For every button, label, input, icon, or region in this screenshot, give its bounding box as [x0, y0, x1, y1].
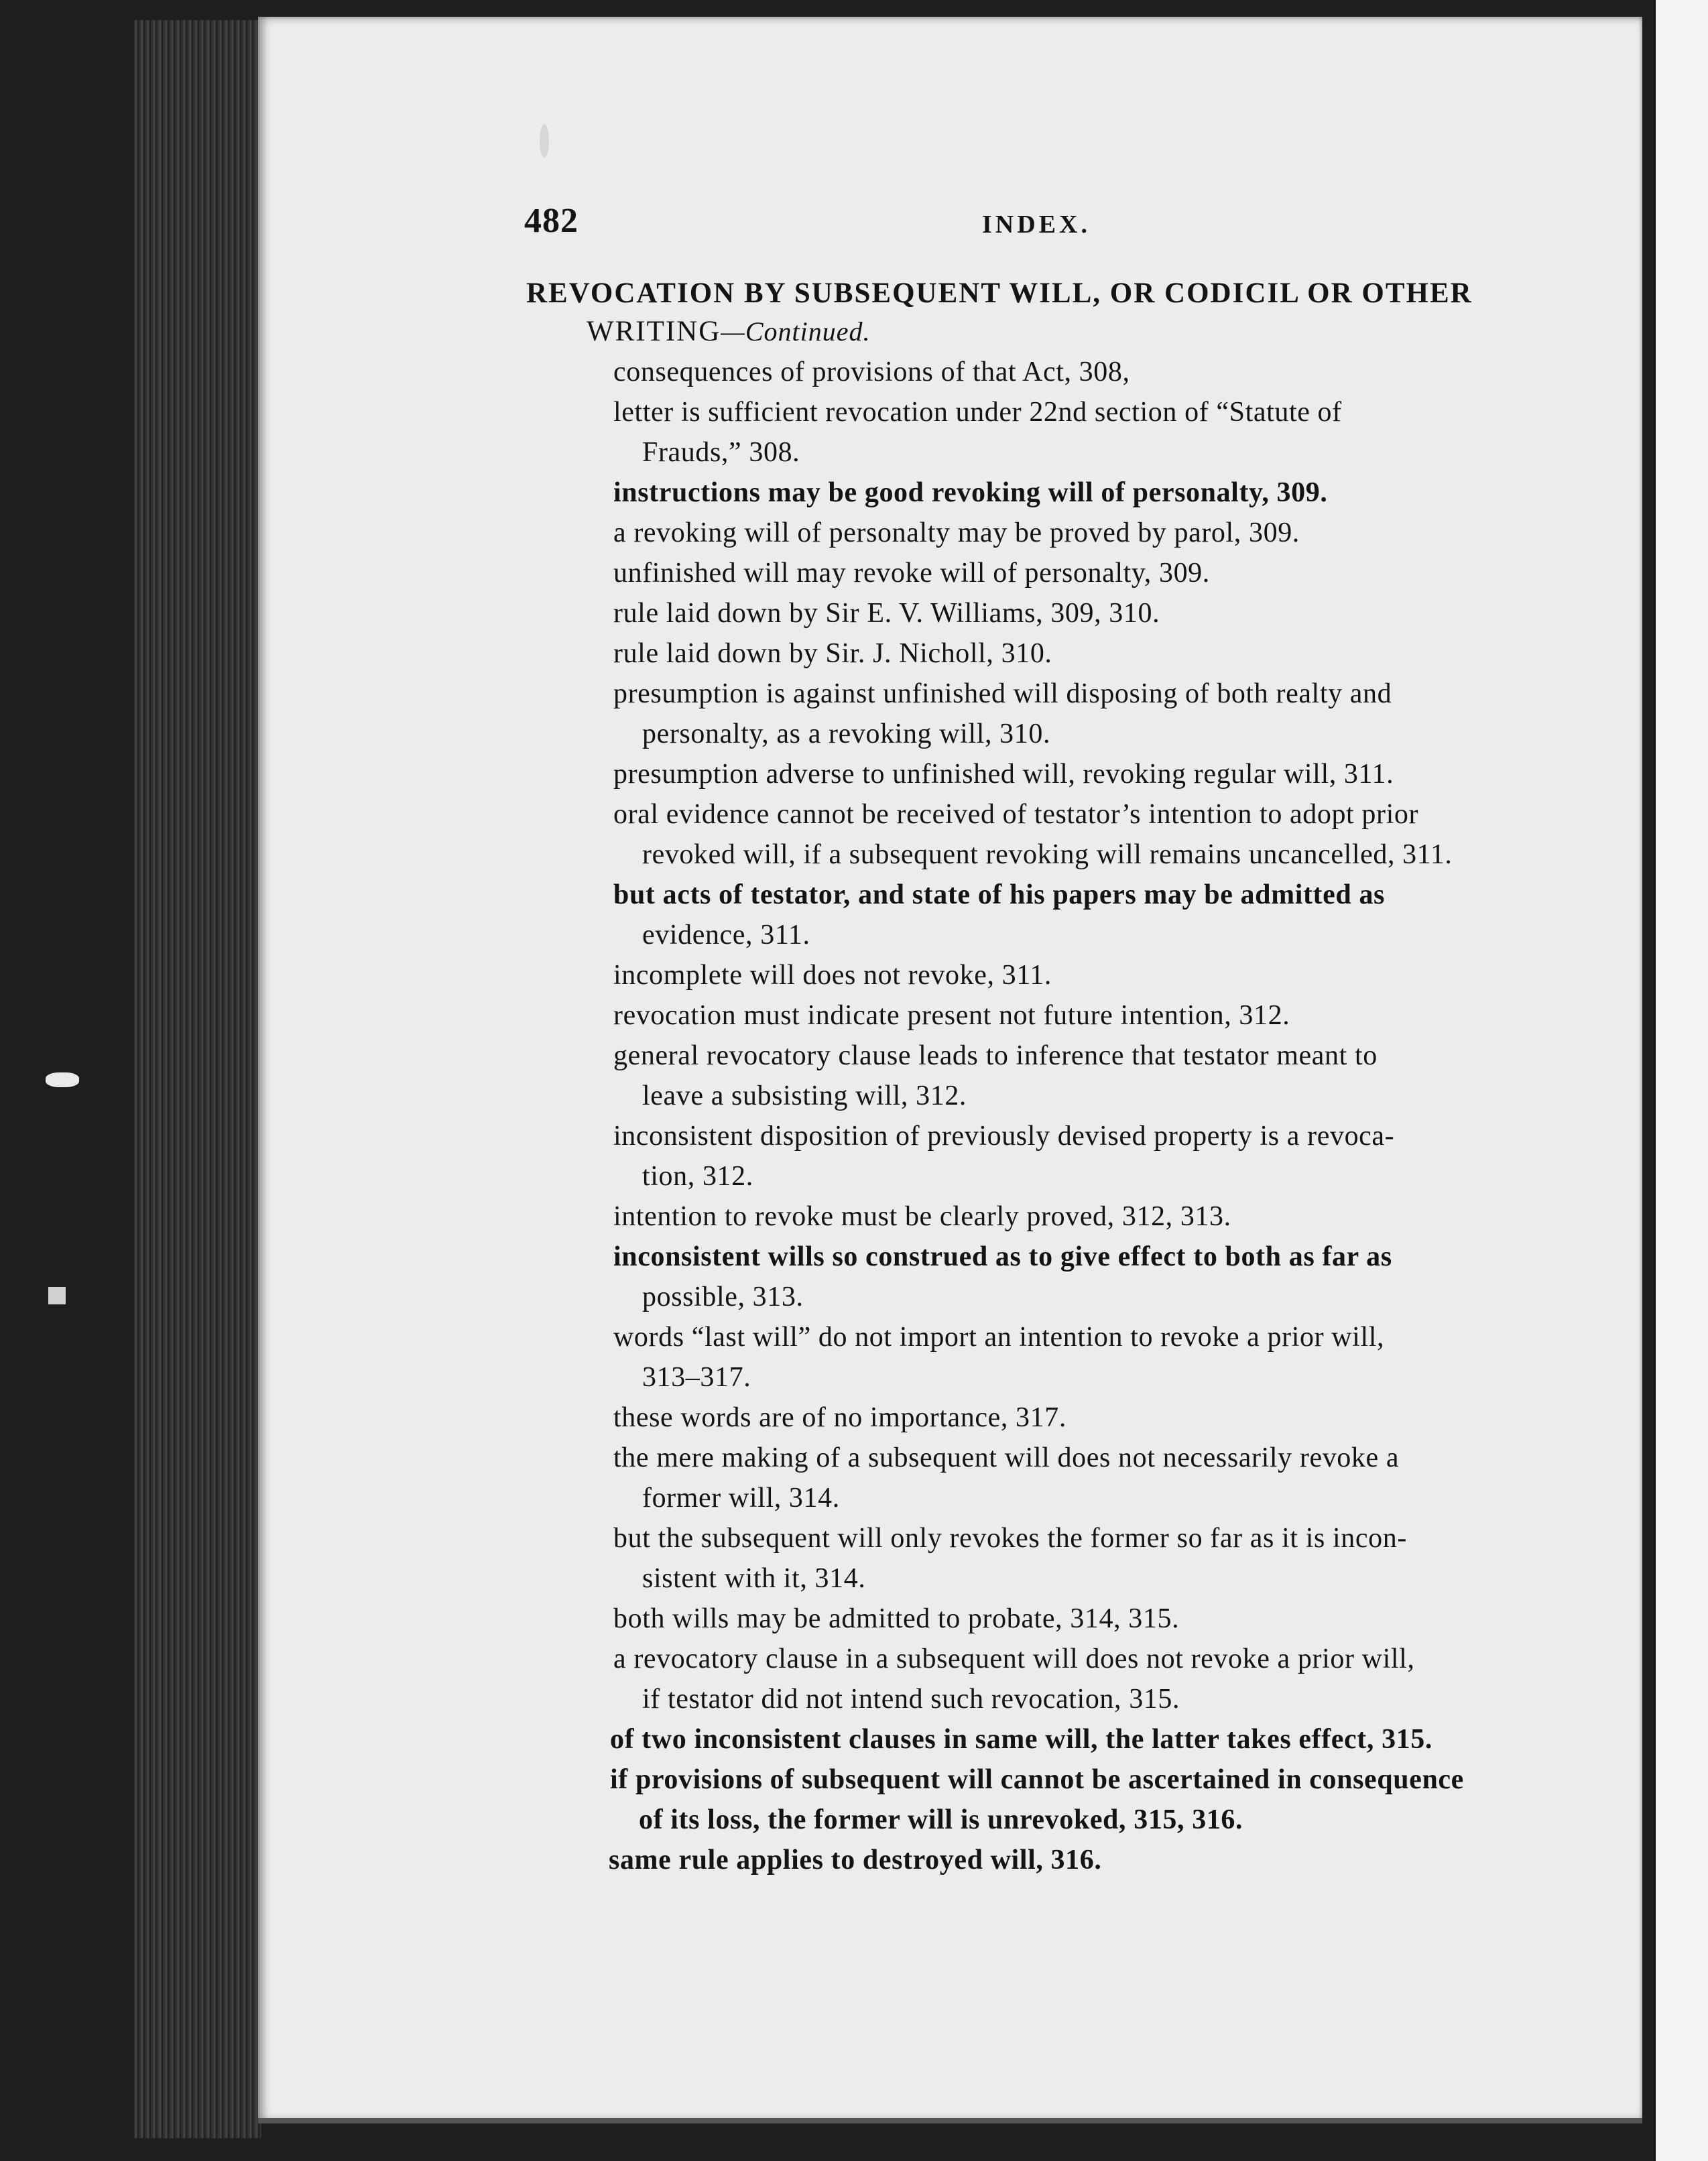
- index-entry: incomplete will does not revoke, 311.: [613, 960, 1052, 991]
- index-entry: if provisions of subsequent will cannot be ascertained in consequence: [610, 1764, 1464, 1795]
- index-entry-continuation: possible, 313.: [642, 1282, 804, 1312]
- heading-word: WRITING: [587, 316, 721, 347]
- index-entry: rule laid down by Sir E. V. Williams, 309, 310.: [613, 598, 1160, 629]
- book-page-edges: [134, 20, 261, 2138]
- index-entry: inconsistent wills so construed as to give effect to both as far as: [613, 1241, 1392, 1272]
- facing-page-edge: [1656, 0, 1708, 2161]
- index-entry-continuation: Frauds,” 308.: [642, 437, 800, 468]
- index-heading-continued: [587, 312, 871, 352]
- index-entry: both wills may be admitted to probate, 314, 315.: [613, 1603, 1180, 1634]
- scan-speck: [48, 1287, 66, 1304]
- index-entry-continuation: former will, 314.: [642, 1483, 840, 1514]
- running-head: INDEX.: [982, 210, 1091, 239]
- index-entry: rule laid down by Sir. J. Nicholl, 310.: [613, 638, 1052, 669]
- index-entry: a revoking will of personalty may be proved by parol, 309.: [613, 517, 1300, 548]
- index-heading: REVOCATION BY SUBSEQUENT WILL, OR CODICIL OR OTHER: [526, 277, 1473, 309]
- index-entry-continuation: sistent with it, 314.: [642, 1563, 866, 1594]
- index-entry: same rule applies to destroyed will, 316.: [609, 1845, 1102, 1875]
- index-entry: oral evidence cannot be received of testator’s intention to adopt prior: [613, 799, 1419, 830]
- index-entry: a revocatory clause in a subsequent will does not revoke a prior will,: [613, 1644, 1415, 1674]
- index-entry-continuation: tion, 312.: [642, 1161, 753, 1192]
- index-entry: of two inconsistent clauses in same will, the latter takes effect, 315.: [610, 1724, 1432, 1755]
- index-entry: unfinished will may revoke will of personalty, 309.: [613, 558, 1210, 589]
- index-entry: presumption adverse to unfinished will, revoking regular will, 311.: [613, 759, 1394, 790]
- index-entry: consequences of provisions of that Act, 308,: [613, 357, 1130, 387]
- index-entry: presumption is against unfinished will disposing of both realty and: [613, 678, 1392, 709]
- index-entry-continuation: of its loss, the former will is unrevoked, 315, 316.: [639, 1804, 1243, 1835]
- index-entry-continuation: evidence, 311.: [642, 920, 810, 950]
- page-number: 482: [524, 202, 578, 240]
- page-bottom-edge: [258, 2118, 1642, 2123]
- index-entry: revocation must indicate present not future intention, 312.: [613, 1000, 1290, 1031]
- index-entry-continuation: if testator did not intend such revocation, 315.: [642, 1684, 1180, 1715]
- scan-speck: [540, 124, 549, 158]
- index-entry: general revocatory clause leads to inference that testator meant to: [613, 1040, 1378, 1071]
- index-entry: but acts of testator, and state of his papers may be admitted as: [613, 879, 1385, 910]
- index-entry: letter is sufficient revocation under 22nd section of “Statute of: [613, 397, 1342, 428]
- index-entry-continuation: leave a subsisting will, 312.: [642, 1080, 967, 1111]
- index-entry: words “last will” do not import an intention to revoke a prior will,: [613, 1322, 1385, 1353]
- index-entry: these words are of no importance, 317.: [613, 1402, 1066, 1433]
- index-entry-continuation: revoked will, if a subsequent revoking will remains uncancelled, 311.: [642, 839, 1453, 870]
- index-entry: but the subsequent will only revokes the former so far as it is incon-: [613, 1523, 1407, 1554]
- index-entry: inconsistent disposition of previously devised property is a revoca-: [613, 1121, 1395, 1152]
- index-entry: the mere making of a subsequent will does not necessarily revoke a: [613, 1442, 1400, 1473]
- index-entry: instructions may be good revoking will of personalty, 309.: [613, 477, 1328, 508]
- index-entry: intention to revoke must be clearly proved, 312, 313.: [613, 1201, 1231, 1232]
- continued-label: —Continued.: [721, 316, 871, 347]
- index-entry-continuation: 313–317.: [642, 1362, 751, 1393]
- scan-speck: [46, 1072, 79, 1087]
- index-entry-continuation: personalty, as a revoking will, 310.: [642, 719, 1051, 749]
